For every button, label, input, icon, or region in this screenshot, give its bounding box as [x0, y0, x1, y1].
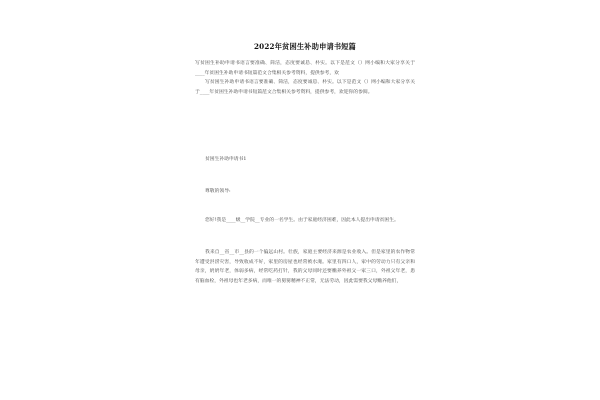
salutation: 尊敬的领导: — [205, 188, 231, 194]
document-title: 2022年贫困生补助申请书短篇 — [253, 42, 357, 51]
document-body — [195, 42, 415, 287]
body-paragraph-1: 您好!我是____级__学院__专业的一名学生。由于家庭经济困难，因此本人提出申请贫困生。 — [205, 217, 399, 223]
section-subtitle: 贫困生补助申请书1 — [205, 157, 247, 163]
intro-paragraph-1: 写贫困生补助申请书语言要准确、简洁，态度要诚恳、朴实。以下是范文（）网小编和大家分享关于____年贫困生补助申请书短篇范文合集相关参考资料，提供参考，欢 — [195, 61, 415, 76]
body-paragraph-2: 我来自__省__市__县的一个偏远山村。壮族，家庭主要经济来源是农业收入。但是家里的农作物常年遭受洪涝灾害，导致收成不好，家里的房屋也经常被水淹。家里有四口人，家中的劳动力只有父亲和母亲，奶奶年老，体弱多病，经常吃药打针，我的父母同时还要赡养外祖父一家三口，外祖父年老，患有脑血栓，外祖母也年老多病，而唯一的舅舅精神不正常，无法劳动，因此需要我父母赡养他们， — [195, 250, 415, 284]
intro-paragraph-2: 写贫困生补助申请书语言要准确、简洁，态度要诚恳、朴实。以下是范文（）网小编和大家分享关于____年贫困生补助申请书短篇范文合集相关参考资料，提供参考，欢迎你的参阅。 — [195, 80, 415, 95]
